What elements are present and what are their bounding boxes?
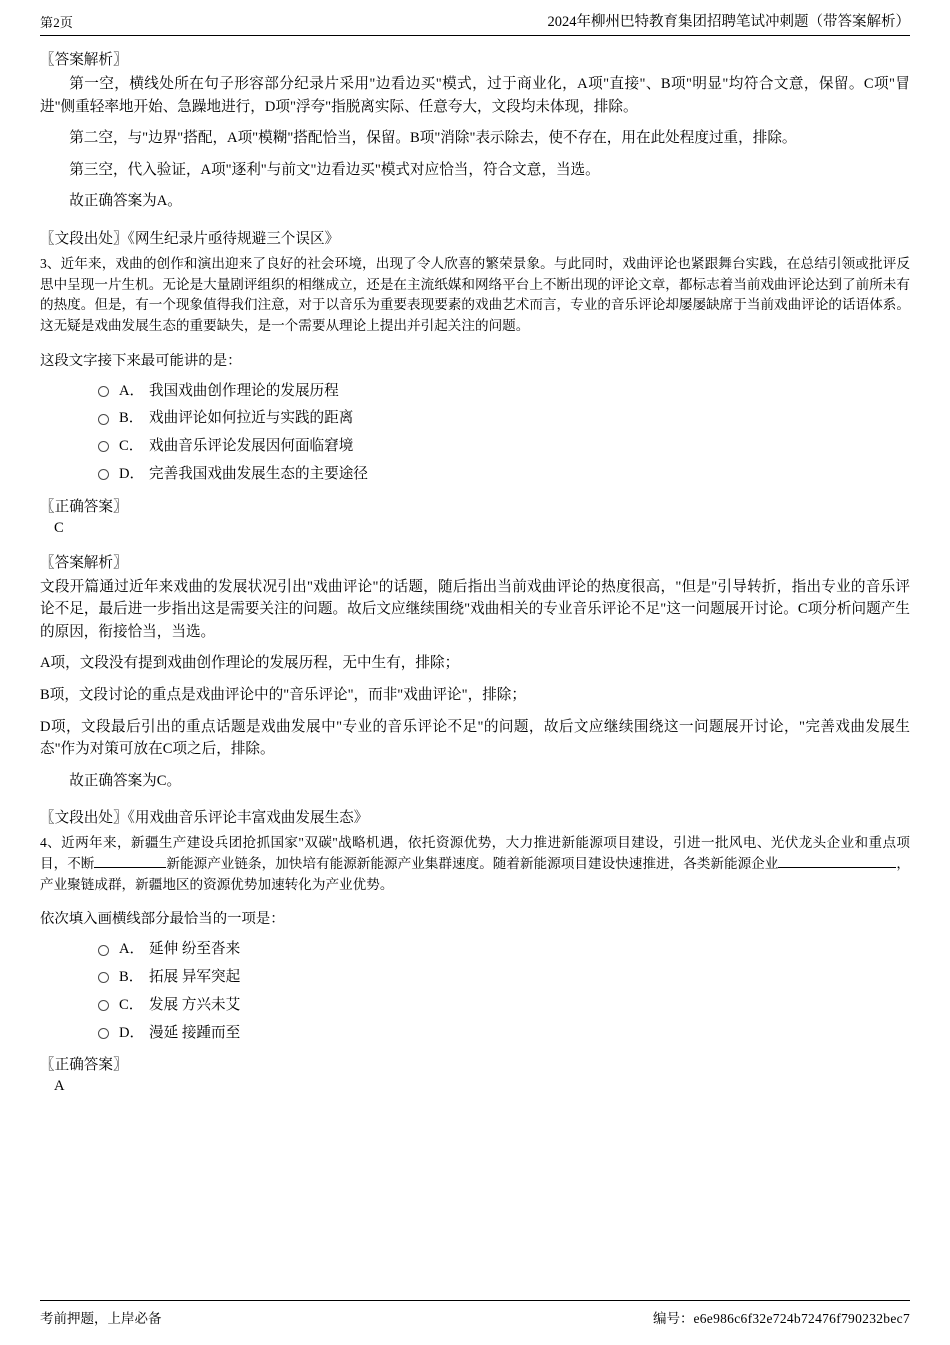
question-4-passage-part-c: ，产业聚链成群，新疆地区的资源优势加速转化为产业优势。 [40, 856, 911, 892]
page-header [40, 0, 910, 35]
analysis-conclusion-2: 故正确答案为C。 [69, 772, 182, 789]
option-item[interactable] [40, 405, 910, 433]
option-text: 漫延 接踵而至 [149, 1024, 241, 1041]
option-item[interactable] [40, 433, 910, 461]
analysis2-paragraph-1: 文段开篇通过近年来戏曲的发展状况引出"戏曲评论"的话题，随后指出当前戏曲评论的热度很高，"但是"引导转折，指出专业的音乐评论不足，最后进一步指出这是需要关注的问题。故后文应继续围绕"戏曲相关的专业音乐评论不足"这一问题展开讨论。C项分析问题产生的原因，衔接恰当，当选。 [40, 578, 910, 640]
option-letter: C． [119, 438, 144, 455]
correct-answer-value-2: A [54, 1078, 65, 1095]
option-text: 延伸 纷至沓来 [149, 941, 241, 958]
question-3-passage: 3、近年来，戏曲的创作和演出迎来了良好的社会环境，出现了令人欣喜的繁荣景象。与此同时，戏曲评论也紧跟舞台实践，在总结引领或批评反思中呈现一片生机。无论是大量剧评组织的相继成立，还是在主流纸媒和网络平台上不断出现的评论文章，都标志着当前戏曲评论达到了前所未有的热度。但是，有一个现象值得我们注意，对于以音乐为重要表现要素的戏曲艺术而言，专业的音乐评论却屡屡缺席于当前戏曲评论的话语体系。这无疑是戏曲发展生态的重要缺失，是一个需要从理论上提出并引起关注的问题。 [40, 256, 910, 334]
header-divider [40, 35, 910, 36]
page-footer [40, 1307, 910, 1327]
question-4-passage-part-a: 4、近两年来，新疆生产建设兵团抢抓国家"双碳"战略机遇，依托资源优势，大力推进新能源项目建设，引进一批风电、光伏龙头企业和重点项目，不断 [40, 835, 910, 872]
option-letter: C． [119, 996, 144, 1013]
radio-icon[interactable] [98, 414, 109, 425]
footer-code-value: e6e986c6f32e724b72476f790232bec7 [693, 1311, 910, 1326]
radio-icon[interactable] [98, 1000, 109, 1011]
radio-icon[interactable] [98, 945, 109, 956]
option-letter: D． [119, 465, 145, 482]
analysis2-paragraph-2: A项，文段没有提到戏曲创作理论的发展历程，无中生有，排除； [40, 655, 460, 672]
footer-slogan: 考前押题，上岸必备 [40, 1311, 162, 1326]
option-item[interactable] [40, 992, 910, 1020]
fill-blank-2 [778, 854, 896, 868]
analysis2-paragraph-4: D项，文段最后引出的重点话题是戏曲发展中"专业的音乐评论不足"的问题，故后文应继续围绕这一问题展开讨论，"完善戏曲发展生态"作为对策可放在C项之后，排除。 [40, 718, 910, 758]
analysis2-paragraph-3: B项，文段讨论的重点是戏曲评论中的"音乐评论"，而非"戏曲评论"，排除； [40, 686, 526, 703]
correct-answer-label-1: 〖正确答案〗 [40, 498, 128, 515]
document-title: 2024年柳州巴特教育集团招聘笔试冲刺题（带答案解析） [547, 14, 910, 30]
option-item[interactable] [40, 461, 910, 489]
analysis-label-2: 〖答案解析〗 [40, 554, 128, 571]
option-item[interactable] [40, 936, 910, 964]
source-label-2: 〖文段出处〗《用戏曲音乐评论丰富戏曲发展生态》 [40, 810, 369, 827]
correct-answer-value-1: C [54, 519, 64, 536]
footer-divider [40, 1300, 910, 1301]
analysis-conclusion-1: 故正确答案为A。 [69, 193, 182, 210]
question-4-passage [40, 833, 910, 895]
radio-icon[interactable] [98, 386, 109, 397]
option-letter: B． [119, 969, 144, 986]
analysis-label-1: 〖答案解析〗 [40, 52, 128, 68]
question-4-passage-part-b: 新能源产业链条，加快培有能源新能源产业集群速度。随着新能源项目建设快速推进，各类新能源企业 [166, 856, 779, 872]
option-text: 拓展 异军突起 [149, 969, 241, 986]
option-item[interactable] [40, 964, 910, 992]
option-text: 戏曲音乐评论发展因何面临窘境 [149, 438, 354, 455]
option-text: 完善我国戏曲发展生态的主要途径 [149, 465, 368, 482]
page-number-label: 第2页 [40, 15, 74, 30]
option-text: 发展 方兴未艾 [149, 996, 241, 1013]
radio-icon[interactable] [98, 1028, 109, 1039]
option-letter: A． [119, 382, 145, 399]
fill-blank-1 [94, 854, 166, 868]
analysis-paragraph-2: 第二空，与"边界"搭配，A项"模糊"搭配恰当，保留。B项"消除"表示除去，使不存在，用在此处程度过重，排除。 [69, 130, 797, 147]
analysis-paragraph-3: 第三空，代入验证，A项"逐利"与前文"边看边买"模式对应恰当，符合文意，当选。 [69, 161, 600, 178]
option-item[interactable] [40, 378, 910, 406]
option-item[interactable] [40, 1020, 910, 1048]
radio-icon[interactable] [98, 441, 109, 452]
radio-icon[interactable] [98, 972, 109, 983]
footer-code [653, 1307, 910, 1327]
question-3-stem: 这段文字接下来最可能讲的是： [40, 352, 242, 369]
option-letter: D． [119, 1024, 145, 1041]
option-text: 戏曲评论如何拉近与实践的距离 [149, 410, 354, 427]
option-text: 我国戏曲创作理论的发展历程 [149, 382, 339, 399]
correct-answer-label-2: 〖正确答案〗 [40, 1057, 128, 1074]
radio-icon[interactable] [98, 469, 109, 480]
analysis-paragraph-1: 第一空，横线处所在句子形容部分纪录片采用"边看边买"模式，过于商业化，A项"直接"、B项"明显"均符合文意，保留。C项"冒进"侧重轻率地开始、急躁地进行，D项"浮夸"指脱离实际、任意夸大，文段均未体现，排除。 [40, 76, 910, 115]
option-letter: A． [119, 941, 145, 958]
question-4-options [40, 936, 910, 1047]
option-letter: B． [119, 410, 144, 427]
footer-code-label: 编号： [652, 1311, 694, 1326]
source-label-1: 〖文段出处〗《网生纪录片亟待规避三个误区》 [40, 231, 340, 248]
question-4-stem: 依次填入画横线部分最恰当的一项是： [40, 911, 285, 928]
question-3-options [40, 378, 910, 489]
